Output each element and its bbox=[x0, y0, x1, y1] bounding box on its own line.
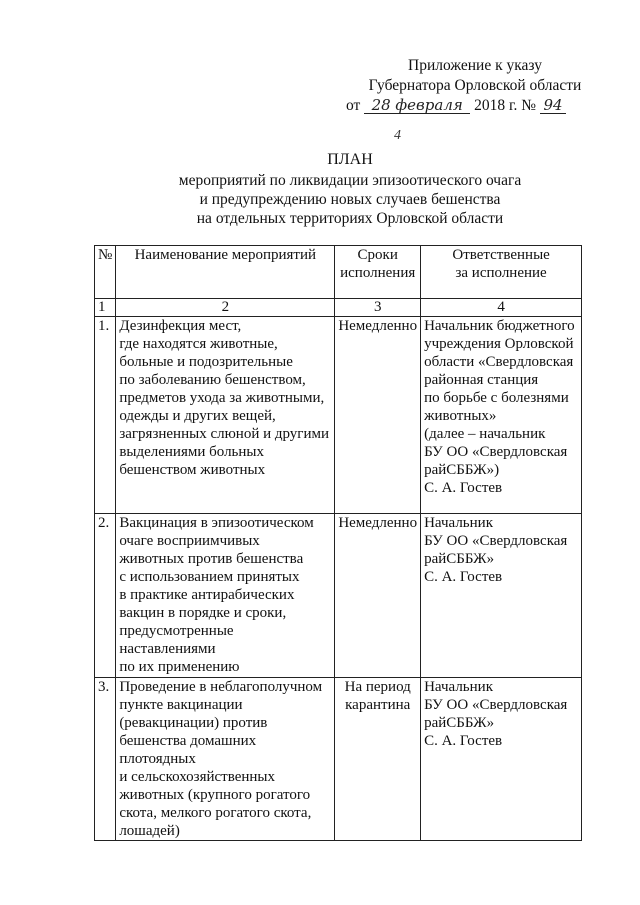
cell-line: в практике антирабических bbox=[119, 587, 295, 603]
cell-line: Начальник бюджетного bbox=[424, 318, 575, 334]
cell-line: районная станция bbox=[424, 372, 539, 388]
cell-line: Начальник bbox=[424, 679, 493, 695]
col-number-4: 4 bbox=[421, 299, 582, 317]
cell-line: загрязненных слюной и другими bbox=[119, 426, 330, 442]
row-term bbox=[335, 514, 421, 678]
row-number: 3. bbox=[95, 678, 116, 841]
plan-subtitle-3: на отдельных территориях Орловской области bbox=[196, 210, 504, 227]
cell-line: БУ ОО «Свердловская bbox=[424, 697, 568, 713]
cell-line: Вакцинация в эпизоотическом bbox=[119, 515, 314, 531]
cell-line: бешенства домашних bbox=[119, 733, 257, 749]
table-row bbox=[95, 514, 582, 678]
cell-line: плотоядных bbox=[119, 751, 196, 767]
cell-line: Начальник bbox=[424, 515, 493, 531]
row-name bbox=[116, 514, 335, 678]
cell-line: С. А. Гостев bbox=[424, 733, 503, 749]
cell-line: скота, мелкого рогатого скота, bbox=[119, 805, 312, 821]
cell-line: очаге восприимчивых bbox=[119, 533, 260, 549]
cell-line: (далее – начальник bbox=[424, 426, 546, 442]
plan-subtitle-1: мероприятий по ликвидации эпизоотического очага bbox=[178, 172, 522, 189]
cell-line: больные и подозрительные bbox=[119, 354, 293, 370]
header-num-text: № bbox=[98, 247, 113, 263]
cell-line: и сельскохозяйственных bbox=[119, 769, 276, 785]
appendix-date-line bbox=[340, 96, 610, 116]
cell-line: бешенством животных bbox=[119, 462, 266, 478]
table-header-row bbox=[95, 246, 582, 299]
header-term bbox=[335, 246, 421, 299]
cell-line: карантина bbox=[345, 697, 411, 713]
header-term-line-2: исполнения bbox=[340, 265, 416, 281]
appendix-header bbox=[340, 56, 610, 116]
cell-line: области «Свердловская bbox=[424, 354, 574, 370]
cell-line: предметов ухода за животными, bbox=[119, 390, 325, 406]
cell-line: пункте вакцинации bbox=[119, 697, 243, 713]
cell-line: по их применению bbox=[119, 659, 240, 675]
cell-line: райСББЖ») bbox=[424, 462, 500, 478]
cell-line: Дезинфекция мест, bbox=[119, 318, 242, 334]
header-num bbox=[95, 246, 116, 299]
appendix-from: от bbox=[346, 97, 361, 114]
cell-line: животных против бешенства bbox=[119, 551, 304, 567]
cell-line: С. А. Гостев bbox=[424, 480, 503, 496]
table-row bbox=[95, 678, 582, 841]
header-resp bbox=[421, 246, 582, 299]
handwritten-number: 94 bbox=[540, 97, 566, 114]
cell-line: с использованием принятых bbox=[119, 569, 300, 585]
plan-subtitle-2: и предупреждению новых случаев бешенства bbox=[199, 191, 501, 208]
cell-line: животных (крупного рогатого bbox=[119, 787, 311, 803]
cell-line: одежды и других вещей, bbox=[119, 408, 276, 424]
header-resp-line-1: Ответственные bbox=[452, 247, 550, 263]
cell-line: по заболеванию бешенством, bbox=[119, 372, 306, 388]
cell-line: (ревакцинации) против bbox=[119, 715, 268, 731]
cell-line: лошадей) bbox=[119, 823, 180, 839]
page-mark: 4 bbox=[394, 128, 401, 143]
header-name bbox=[116, 246, 335, 299]
header-term-line-1: Сроки bbox=[357, 247, 398, 263]
col-number-3: 3 bbox=[335, 299, 421, 317]
plan-title-block bbox=[140, 150, 560, 228]
cell-line: выделениями больных bbox=[119, 444, 264, 460]
cell-line: Немедленно bbox=[338, 515, 418, 531]
cell-line: по борьбе с болезнями bbox=[424, 390, 569, 406]
cell-line: райСББЖ» bbox=[424, 551, 495, 567]
row-number: 2. bbox=[95, 514, 116, 678]
row-name bbox=[116, 678, 335, 841]
cell-line: Немедленно bbox=[338, 318, 418, 334]
plan-title: ПЛАН bbox=[327, 151, 373, 168]
header-resp-line-2: за исполнение bbox=[455, 265, 547, 281]
row-term bbox=[335, 678, 421, 841]
col-number-1: 1 bbox=[95, 299, 116, 317]
cell-line: животных» bbox=[424, 408, 497, 424]
appendix-line-1: Приложение к указу bbox=[408, 57, 542, 74]
row-term bbox=[335, 317, 421, 514]
cell-line: С. А. Гостев bbox=[424, 569, 503, 585]
row-responsible bbox=[421, 317, 582, 514]
cell-line: БУ ОО «Свердловская bbox=[424, 533, 568, 549]
cell-line: райСББЖ» bbox=[424, 715, 495, 731]
plan-table bbox=[94, 245, 582, 841]
row-responsible bbox=[421, 514, 582, 678]
cell-line: БУ ОО «Свердловская bbox=[424, 444, 568, 460]
handwritten-date: 28 февраля bbox=[364, 97, 470, 114]
cell-line: Проведение в неблагополучном bbox=[119, 679, 323, 695]
cell-line: На период bbox=[344, 679, 411, 695]
row-name bbox=[116, 317, 335, 514]
table-row bbox=[95, 317, 582, 514]
col-number-2: 2 bbox=[116, 299, 335, 317]
cell-line: учреждения Орловской bbox=[424, 336, 574, 352]
cell-line: где находятся животные, bbox=[119, 336, 278, 352]
column-number-row bbox=[95, 299, 582, 317]
header-name-text: Наименование мероприятий bbox=[134, 247, 317, 263]
row-number: 1. bbox=[95, 317, 116, 514]
appendix-line-2: Губернатора Орловской области bbox=[368, 77, 582, 94]
cell-line: вакцин в порядке и сроки, bbox=[119, 605, 287, 621]
appendix-year: 2018 г. № bbox=[474, 97, 537, 114]
cell-line: наставлениями bbox=[119, 641, 216, 657]
cell-line: предусмотренные bbox=[119, 623, 234, 639]
row-responsible bbox=[421, 678, 582, 841]
